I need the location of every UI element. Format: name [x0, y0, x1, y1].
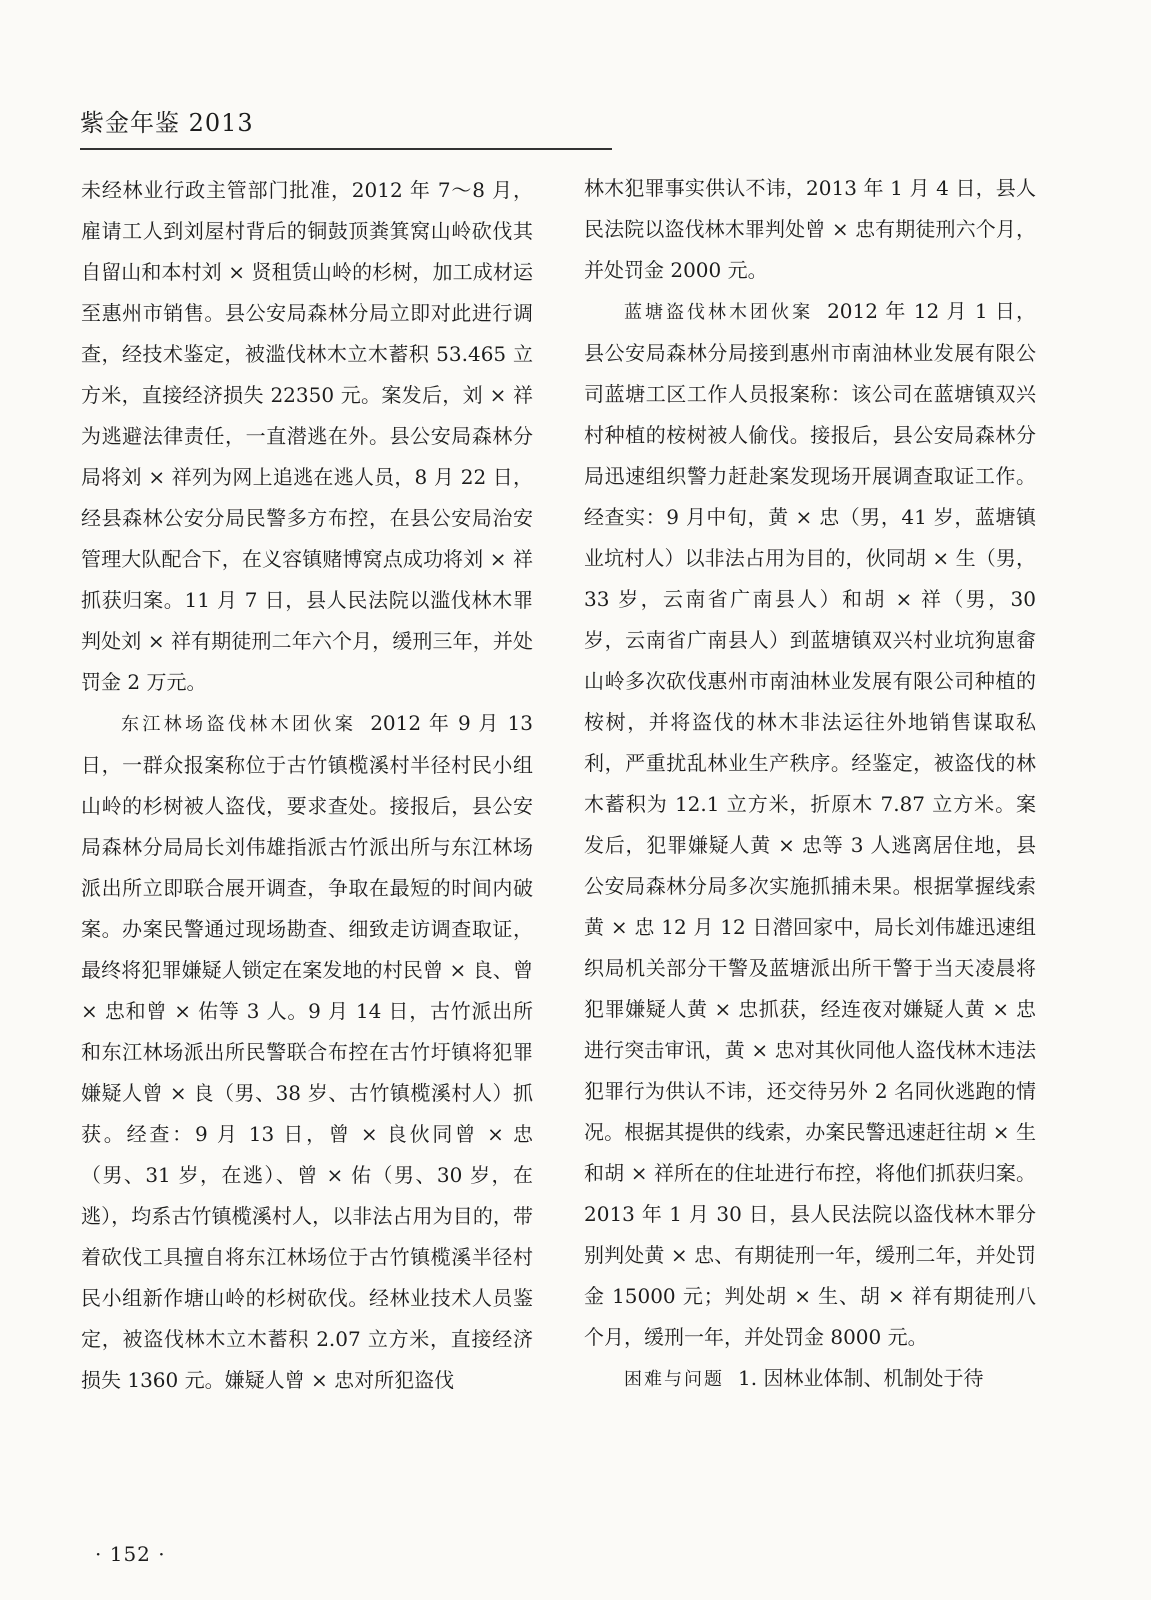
- paragraph: 林木犯罪事实供认不讳，2013 年 1 月 4 日，县人民法院以盗伐林木罪判处曾 × 忠有期徒刑六个月，并处罚金 2000 元。: [584, 176, 1036, 282]
- section-title: 困难与问题: [624, 1369, 724, 1390]
- case-paragraph: [81, 703, 533, 1401]
- case-paragraph: [584, 291, 1036, 1358]
- case-title: 东江林场盗伐林木团伙案: [121, 714, 357, 735]
- case-title: 蓝塘盗伐林木团伙案: [624, 302, 814, 323]
- page-number: · 152 ·: [95, 1542, 166, 1566]
- paragraph: 未经林业行政主管部门批准，2012 年 7～8 月，雇请工人到刘屋村背后的铜鼓顶粪箕窝山岭砍伐其自留山和本村刘 × 贤租赁山岭的杉树，加工成材运至惠州市销售。县公安局森林分局立即对此进行调查，经技术鉴定，被滥伐林木立木蓄积 53.465 立方米，直接经济损失 22350 元。案发后，刘 × 祥为逃避法律责任，一直潜逃在外。县公安局森林分局将刘 × 祥列为网上追逃在逃人员，8 月 22 日，经县森林公安分局民警多方布控，在县公安局治安管理大队配合下，在义容镇赌博窝点成功将刘 × 祥抓获归案。11 月 7 日，县人民法院以滥伐林木罪判处刘 × 祥有期徒刑二年六个月，缓刑三年，并处罚金 2 万元。: [81, 178, 533, 694]
- right-column: [584, 168, 1036, 1400]
- left-column: [81, 170, 533, 1401]
- section-text: 1. 因林业体制、机制处于待: [738, 1366, 984, 1390]
- case-text: 2012 年 12 月 1 日，县公安局森林分局接到惠州市南油林业发展有限公司蓝塘工区工作人员报案称：该公司在蓝塘镇双兴村种植的桉树被人偷伐。接报后，县公安局森林分局迅速组织警力赶赴案发现场开展调查取证工作。经查实：9 月中旬，黄 × 忠（男，41 岁，蓝塘镇业坑村人）以非法占用为目的，伙同胡 × 生（男，33 岁，云南省广南县人）和胡 × 祥（男，30 岁，云南省广南县人）到蓝塘镇双兴村业坑狗崽畲山岭多次砍伐惠州市南油林业发展有限公司种植的桉树，并将盗伐的林木非法运往外地销售谋取私利，严重扰乱林业生产秩序。经鉴定，被盗伐的林木蓄积为 12.1 立方米，折原木 7.87 立方米。案发后，犯罪嫌疑人黄 × 忠等 3 人逃离居住地，县公安局森林分局多次实施抓捕未果。根据掌握线索黄 × 忠 12 月 12 日潜回家中，局长刘伟雄迅速组织局机关部分干警及蓝塘派出所干警于当天凌晨将犯罪嫌疑人黄 × 忠抓获，经连夜对嫌疑人黄 × 忠进行突击审讯，黄 × 忠对其伙同他人盗伐林木违法犯罪行为供认不讳，还交待另外 2 名同伙逃跑的情况。根据其提供的线索，办案民警迅速赶往胡 × 生和胡 × 祥所在的住址进行布控，将他们抓获归案。2013 年 1 月 30 日，县人民法院以盗伐林木罪分别判处黄 × 忠、有期徒刑一年，缓刑二年，并处罚金 15000 元；判处胡 × 生、胡 × 祥有期徒刑八个月，缓刑一年，并处罚金 8000 元。: [584, 299, 1037, 1349]
- page-header: 紫金年鉴 2013: [80, 109, 254, 137]
- section-paragraph: [584, 1358, 1036, 1400]
- case-text: 2012 年 9 月 13 日，一群众报案称位于古竹镇榄溪村半径村民小组山岭的杉树被人盗伐，要求查处。接报后，县公安局森林分局局长刘伟雄指派古竹派出所与东江林场派出所立即联合展开调查，争取在最短的时间内破案。办案民警通过现场勘查、细致走访调查取证，最终将犯罪嫌疑人锁定在案发地的村民曾 × 良、曾 × 忠和曾 × 佑等 3 人。9 月 14 日，古竹派出所和东江林场派出所民警联合布控在古竹圩镇将犯罪嫌疑人曾 × 良（男、38 岁、古竹镇榄溪村人）抓获。经查：9 月 13 日，曾 × 良伙同曾 × 忠（男、31 岁，在逃）、曾 × 佑（男、30 岁，在逃），均系古竹镇榄溪村人，以非法占用为目的，带着砍伐工具擅自将东江林场位于古竹镇榄溪半径村民小组新作塘山岭的杉树砍伐。经林业技术人员鉴定，被盗伐林木立木蓄积 2.07 立方米，直接经济损失 1360 元。嫌疑人曾 × 忠对所犯盗伐: [81, 711, 533, 1392]
- header-rule: [80, 148, 612, 150]
